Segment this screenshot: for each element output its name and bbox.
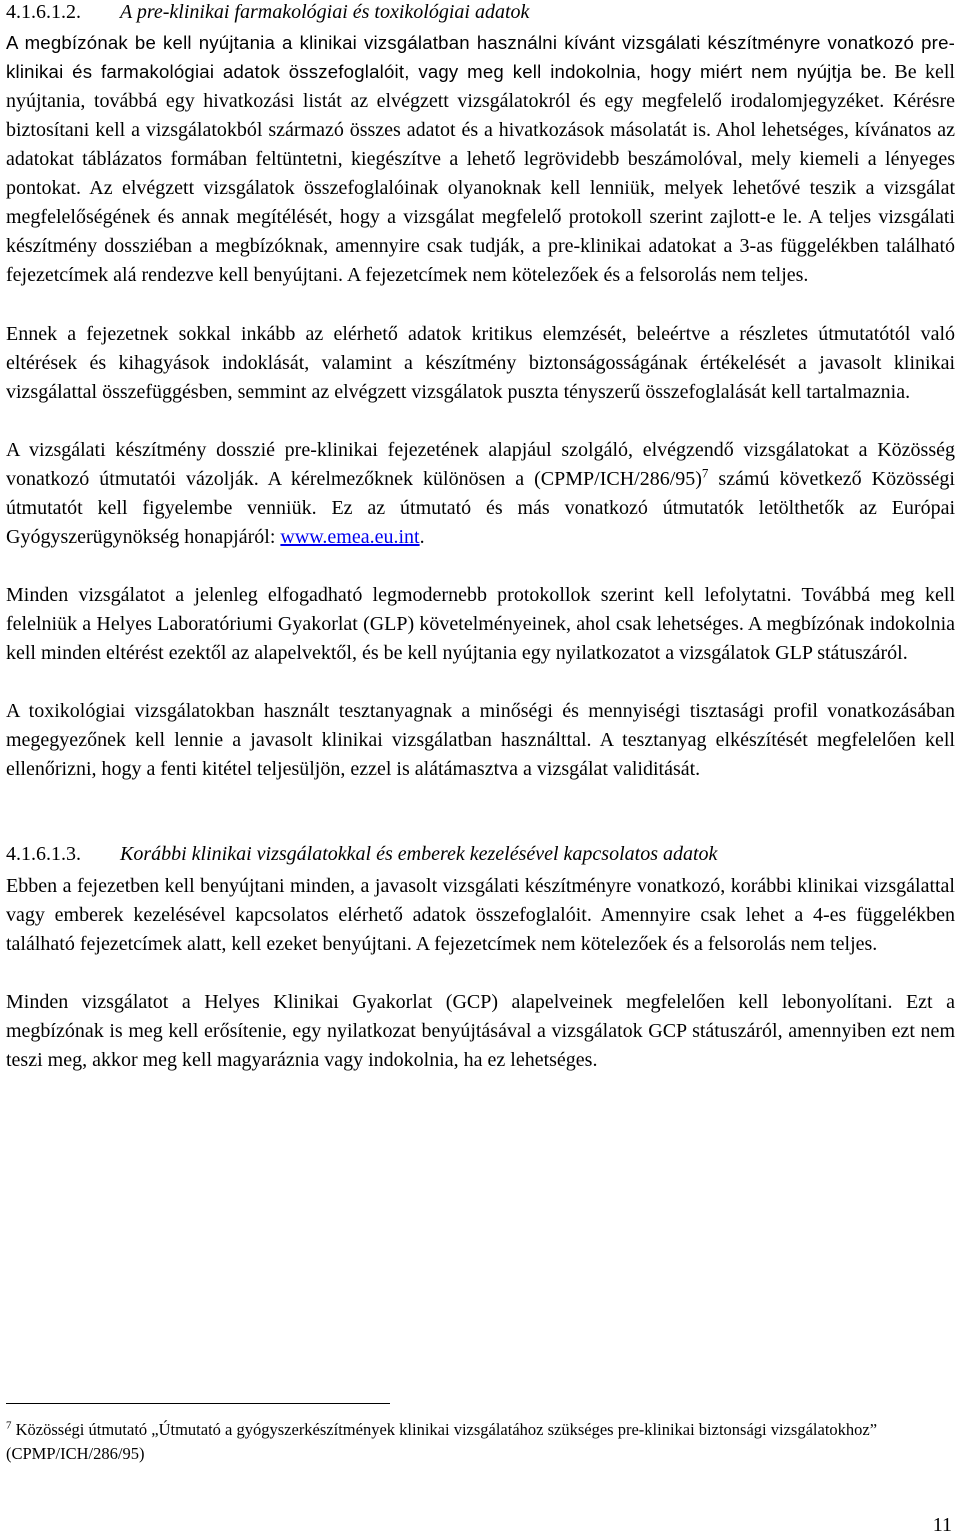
paragraph-serif-text: Be kell nyújtania, továbbá egy hivatkozási listát az elvégzett vizsgálatokról és egy megfelelő irodalomjegyzéket. Kérésre biztosítani kell a vizsgálatokból származó összes adatot és a hivatkozások másolatát is. Ahol lehetséges, kívánatos az adatokat táblázatos formában feltüntetni, kiegészítve a lehető legrövidebb beszámolóval, mely kiemeli a lényeges pontokat. Az elvégzett vizsgálatok összefoglalóinak olyanoknak kell lenniük, melyek lehetővé teszik a vizsgálat megfelelőségének és annak megítélését, hogy a vizsgálat megfelelő protokoll szerint zajlott-e le. A teljes vizsgálati készítmény dossziéban a megbízóknak, amennyire csak tudják, a pre-klinikai adatokat a 3-as függelékben található fejezetcímek alá rendezve kell benyújtani. A fejezetcímek nem kötelezőek és a felsorolás nem teljes. [6, 60, 955, 286]
section-heading-4-1-6-1-2 [6, 0, 955, 24]
paragraph-test-substance: A toxikológiai vizsgálatokban használt tesztanyagnak a minőségi és mennyiségi tisztasági profil vonatkozásában megegyezőnek kell lennie a javasolt klinikai vizsgálatban használttal. A tesztanyag elkészítését megfelelően kell ellenőrizni, hogy a fenti kitétel teljesüljön, ezzel is alátámasztva a vizsgálat validitását. [6, 699, 955, 780]
paragraph-arial-text: A megbízónak be kell nyújtania a klinikai vizsgálatban használni kívánt vizsgálati készítményre vonatkozó pre-klinikai és farmakológiai adatok összefoglalóit, vagy meg kell indokolnia, hogy miért nem nyújtja be. [6, 32, 955, 82]
paragraph-gcp: Minden vizsgálatot a Helyes Klinikai Gyakorlat (GCP) alapelveinek megfelelően kell lebonyolítani. Ezt a megbízónak is meg kell erősítenie, egy nyilatkozat benyújtásával a vizsgálatok GCP státuszáról, amennyiben ezt nem teszi meg, akkor meg kell magyaráznia vagy indokolnia, ha ez lehetséges. [6, 990, 955, 1071]
footnote [6, 1418, 955, 1466]
guidelines-text-middle: számú következő Közösségi útmutatót kell figyelembe venniük. Ez az útmutató és más vonatkozó útmutatók letölthetők az Európai Gyógyszerügynökség honapjáról: [6, 467, 955, 548]
document-page [6, 0, 955, 1075]
guidelines-text-end: . [419, 525, 425, 548]
footnote-marker: 7 [6, 1419, 12, 1432]
section-number: 4.1.6.1.2. [6, 1, 81, 23]
section-heading-4-1-6-1-3 [6, 842, 955, 866]
paragraph-critical-analysis: Ennek a fejezetnek sokkal inkább az elérhető adatok kritikus elemzését, beleértve a részletes útmutatótól való eltérések és kihagyások indoklását, valamint a készítmény biztonságosságának értékelését a javasolt klinikai vizsgálattal összefüggésben, semmint az elvégzett vizsgálatok puszta tényszerű összefoglalását kell tartalmaznia. [6, 322, 955, 403]
section-title: Korábbi klinikai vizsgálatokkal és emberek kezelésével kapcsolatos adatok [120, 842, 718, 865]
paragraph-previous-clinical: Ebben a fejezetben kell benyújtani minden, a javasolt vizsgálati készítményre vonatkozó, korábbi klinikai vizsgálattal vagy emberek kezelésével kapcsolatos elérhető adatok összefoglalóit. Amennyire csak lehet a 4-es függelékben található fejezetcímek alatt, kell ezeket benyújtani. A fejezetcímek nem kötelezőek és a felsorolás nem teljes. [6, 874, 955, 955]
page-number: 11 [932, 1514, 952, 1536]
section-title: A pre-klinikai farmakológiai és toxikológiai adatok [120, 1, 530, 23]
footnote-reference: 7 [701, 465, 709, 481]
section-number: 4.1.6.1.3. [6, 842, 81, 865]
paragraph-glp: Minden vizsgálatot a jelenleg elfogadható legmodernebb protokollok szerint kell lefolytatni. Továbbá meg kell felelniük a Helyes Laboratóriumi Gyakorlat (GLP) követelményeinek, ahol csak lehetséges. A megbízónak indokolnia kell minden eltérést ezektől az alapelvektől, és be kell nyújtania egy nyilatkozatot a vizsgálatok GLP státuszáról. [6, 583, 955, 664]
guidelines-text-start: A vizsgálati készítmény dosszié pre-klinikai fejezetének alapjául szolgáló, elvégzendő vizsgálatokat a Közösség vonatkozó útmutatói vázolják. A kérelmezőknek különösen a (CPMP/ICH/286/95) [6, 438, 955, 490]
emea-link[interactable]: www.emea.eu.int [280, 525, 420, 548]
paragraph-guidelines [6, 436, 955, 552]
paragraph-preclinical-intro [6, 29, 955, 290]
footnote-text: Közösségi útmutató „Útmutató a gyógyszerkészítmények klinikai vizsgálatához szükséges pre-klinikai biztonsági vizsgálatokhoz” (CPMP/ICH/286/95) [6, 1420, 878, 1463]
footnote-separator [6, 1403, 390, 1404]
